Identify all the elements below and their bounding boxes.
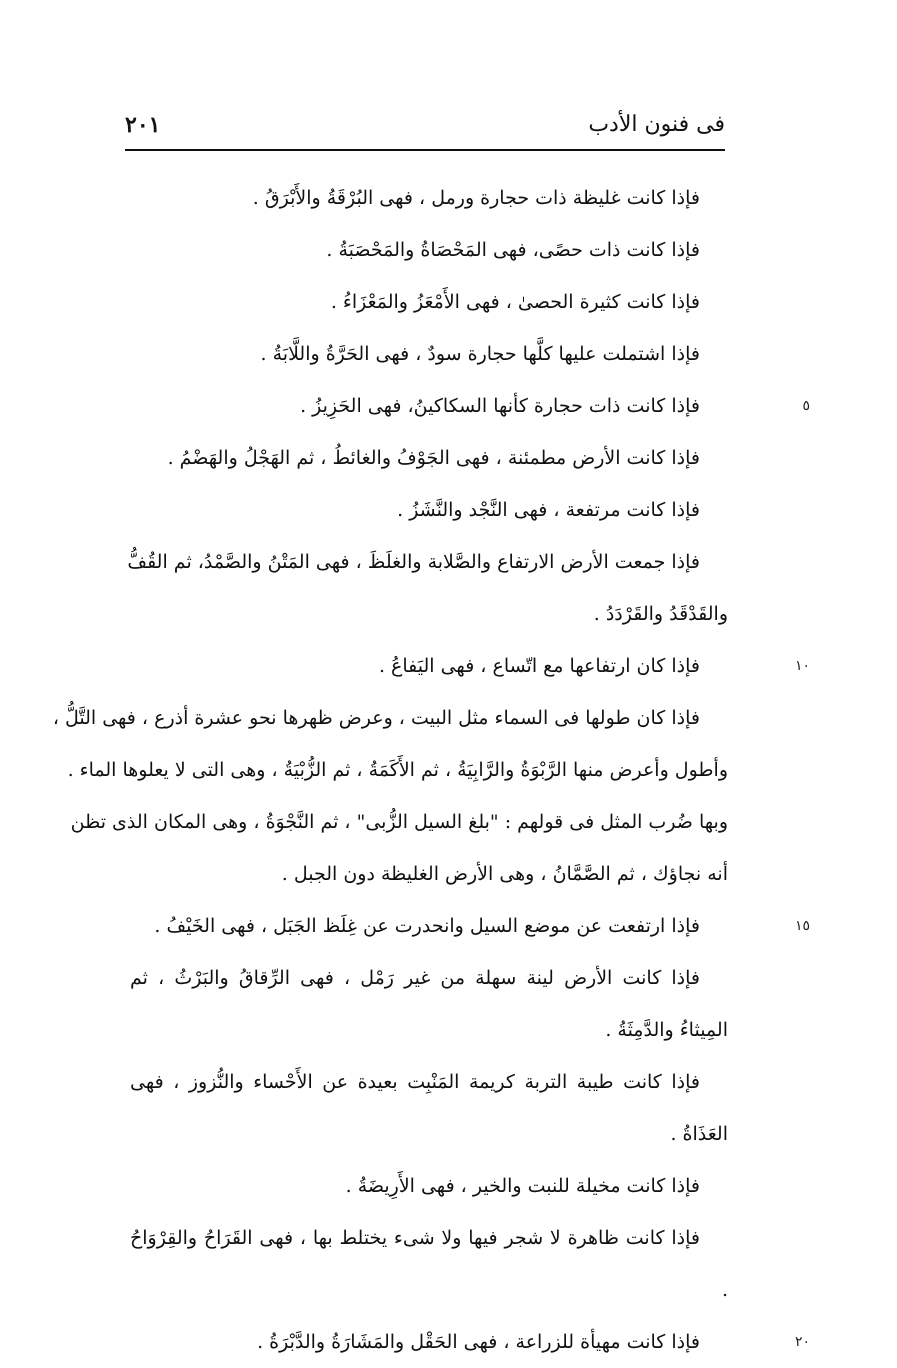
paragraph-text: والقَدْقَدُ والقَرْدَدُ . <box>593 603 728 625</box>
paragraph <box>130 484 728 536</box>
paragraph-text: فإذا كانت الأرض مطمئنة ، فهى الجَوْفُ والغائطُ ، ثم الهَجْلُ والهَضْمُ . <box>167 447 700 469</box>
paragraph <box>130 172 728 224</box>
paragraph-text: فإذا ارتفعت عن موضع السيل وانحدرت عن غِلَظ الجَبَل ، فهى الخَيْفُ . <box>154 915 700 937</box>
paragraph <box>130 952 728 1056</box>
page-header <box>125 110 725 150</box>
paragraph-text: فإذا كان طولها فى السماء مثل البيت ، وعرض ظهرها نحو عشرة أذرع ، فهى التَّلُّ ، <box>52 707 700 729</box>
paragraph-text: فإذا كانت غليظة ذات حجارة ورمل ، فهى البُرْقَةُ والأَبْرَقُ . <box>252 187 700 209</box>
paragraph <box>130 1056 728 1160</box>
paragraph-continuation <box>130 588 728 640</box>
paragraph-continuation <box>67 744 728 796</box>
line-number-marker: ١٠ <box>794 658 810 674</box>
paragraph-text: فإذا كانت الأرض لينة سهلة من غير رَمْل ، فهى الرِّقاقُ والبَرْثُ ، ثم المِيثاءُ والدَّمِثَةُ . <box>130 967 728 1041</box>
line-number-marker: ٥ <box>802 398 810 414</box>
paragraph <box>130 900 810 952</box>
line-number-marker: ٢٠ <box>794 1334 810 1350</box>
paragraph <box>127 536 728 588</box>
paragraph <box>130 276 728 328</box>
paragraph <box>52 692 728 744</box>
paragraph-text: فإذا كانت طيبة التربة كريمة المَنْبِت بعيدة عن الأَحْساء والنُّزوز ، فهى العَذَاةُ . <box>130 1071 728 1145</box>
paragraph <box>130 1316 810 1368</box>
paragraph-text: فإذا كانت كثيرة الحصىٰ ، فهى الأَمْعَزُ والمَعْزَاءُ . <box>330 291 700 313</box>
running-title: فى فنون الأدب <box>588 112 725 137</box>
paragraph <box>130 1212 728 1316</box>
paragraph-text: وبها ضُرب المثل فى قولهم : "بلغ السيل الزُّبى" ، ثم النَّجْوَةُ ، وهى المكان الذى تظن <box>70 811 728 833</box>
paragraph-text: وأطول وأعرض منها الرَّبْوَةُ والرَّابِيَةُ ، ثم الأَكَمَةُ ، ثم الزُّبْيَةُ ، وهى التى لا يعلوها الماء . <box>67 759 728 781</box>
paragraph-text: فإذا كانت ذات حصًى، فهى المَحْصَاةُ والمَحْصَبَةُ . <box>326 239 700 261</box>
paragraph-text: فإذا كانت ظاهرة لا شجر فيها ولا شىء يختلط بها ، فهى القَرَاحُ والقِرْوَاحُ . <box>130 1227 728 1301</box>
header-rule <box>125 149 725 151</box>
paragraph-text: فإذا كانت ذات حجارة كأنها السكاكينُ، فهى الحَزِيزُ . <box>300 395 700 417</box>
paragraph-text: فإذا جمعت الأرض الارتفاع والصَّلابة والغلَظَ ، فهى المَتْنُ والصَّمْدُ، ثم القُفُّ <box>127 551 700 573</box>
paragraph <box>130 640 810 692</box>
paragraph-text: فإذا كانت مخيلة للنبت والخير ، فهى الأَرِيضَةُ . <box>345 1175 700 1197</box>
paragraph <box>130 380 810 432</box>
paragraph-text: فإذا كان ارتفاعها مع اتّساع ، فهى اليَفاعُ . <box>378 655 700 677</box>
line-number-marker: ١٥ <box>794 918 810 934</box>
paragraph-text: فإذا اشتملت عليها كلَّها حجارة سودٌ ، فهى الحَرَّةُ واللَّابَةُ . <box>260 343 700 365</box>
paragraph-continuation <box>70 796 728 848</box>
paragraph-continuation <box>130 848 728 900</box>
page-number: ٢٠١ <box>125 112 161 138</box>
paragraph-text: فإذا كانت مرتفعة ، فهى النَّجْد والنَّشَزُ . <box>397 499 700 521</box>
paragraph <box>130 1160 728 1212</box>
body-text <box>52 172 810 1368</box>
paragraph <box>130 224 728 276</box>
paragraph-text: أنه نجاؤك ، ثم الصَّمَّانُ ، وهى الأرض الغليظة دون الجبل . <box>281 863 728 885</box>
paragraph <box>130 432 728 484</box>
paragraph <box>130 328 728 380</box>
paragraph-text: فإذا كانت مهيأة للزراعة ، فهى الحَقْل والمَشَارَةُ والدَّبْرَةُ . <box>257 1331 700 1353</box>
